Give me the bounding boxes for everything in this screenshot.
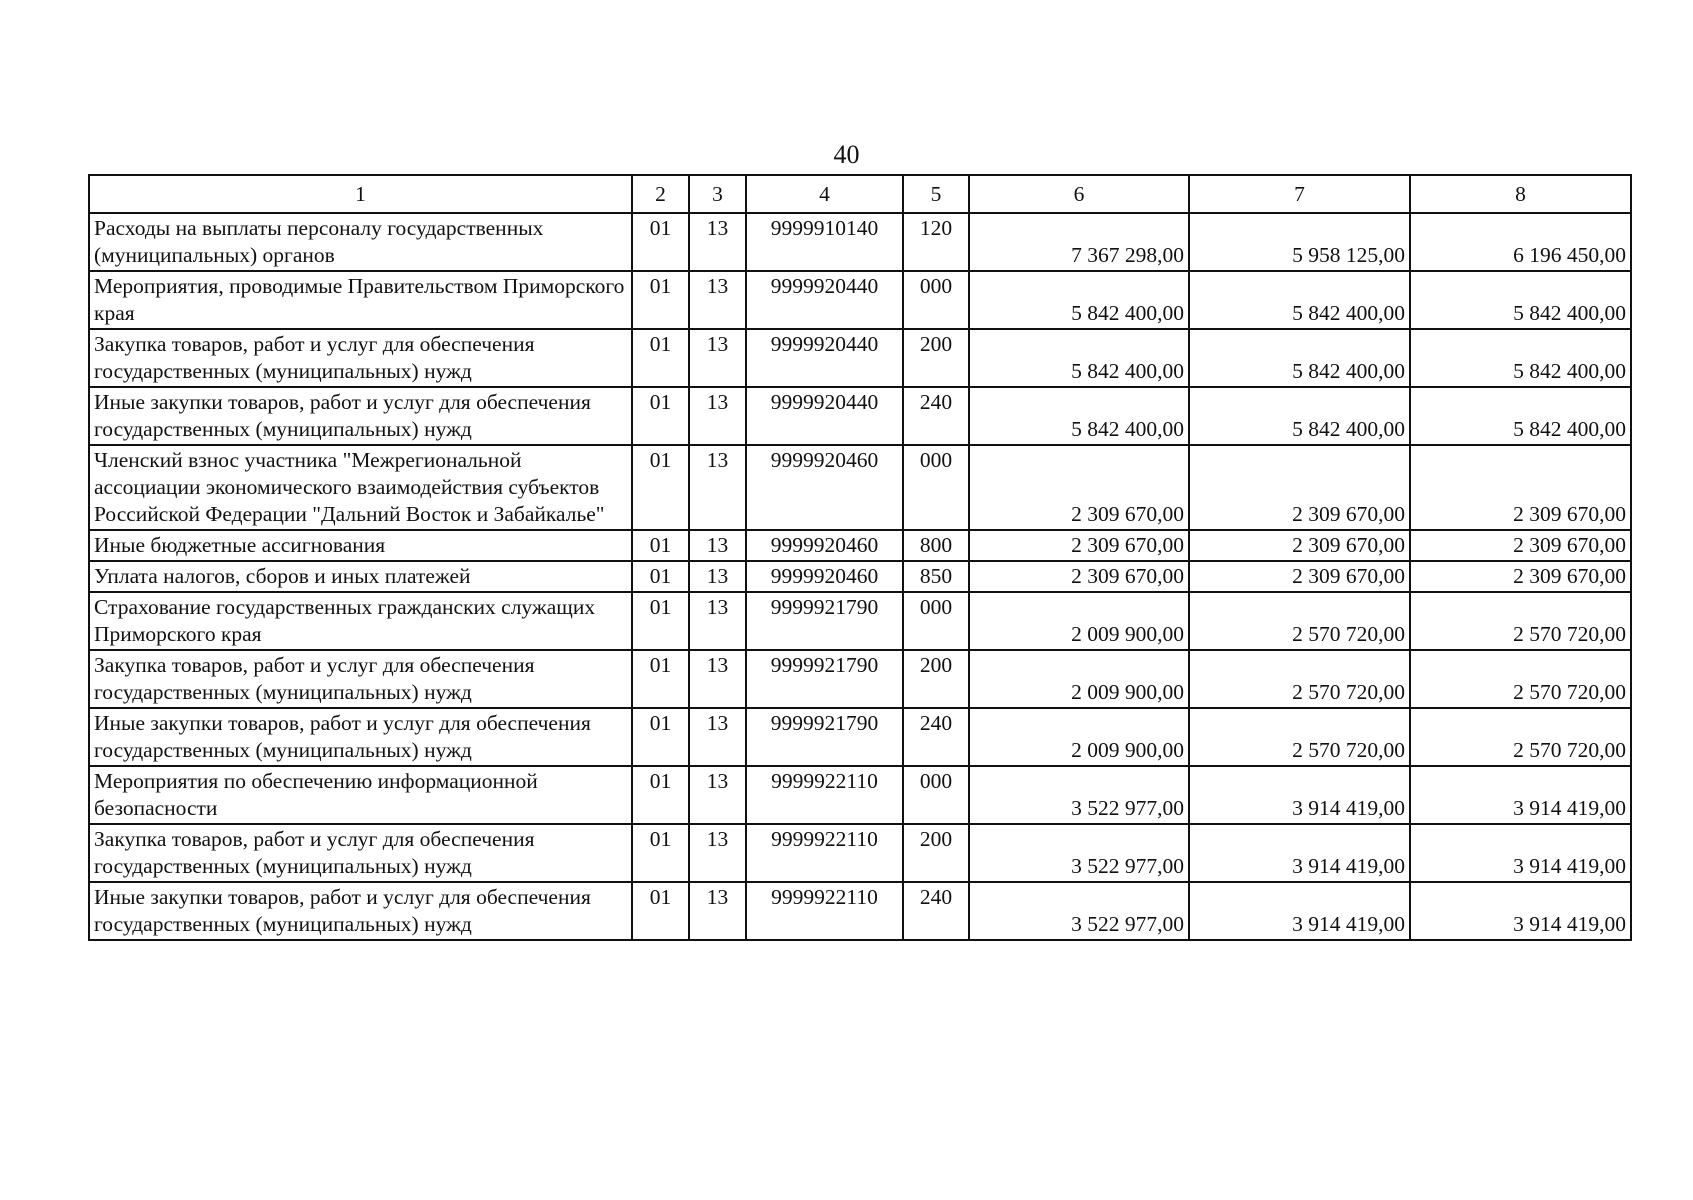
target-article-cell: 9999920440	[746, 387, 903, 445]
expense-name-cell: Иные бюджетные ассигнования	[89, 530, 632, 561]
header-cell-6: 6	[969, 175, 1189, 213]
amount-col7-cell: 3 914 419,00	[1189, 882, 1410, 940]
amount-col8-cell: 5 842 400,00	[1410, 271, 1631, 329]
amount-col7-cell: 2 570 720,00	[1189, 708, 1410, 766]
amount-col8-cell: 2 309 670,00	[1410, 445, 1631, 530]
amount-col8-cell: 2 570 720,00	[1410, 708, 1631, 766]
amount-col6-cell: 2 009 900,00	[969, 708, 1189, 766]
amount-col7-cell: 5 842 400,00	[1189, 387, 1410, 445]
table-row	[89, 329, 1631, 387]
target-article-cell: 9999920440	[746, 271, 903, 329]
expense-type-cell: 000	[903, 271, 969, 329]
amount-col7-cell: 2 570 720,00	[1189, 592, 1410, 650]
expense-name-cell: Закупка товаров, работ и услуг для обеспечения государственных (муниципальных) нужд	[89, 329, 632, 387]
table-header-row	[89, 175, 1631, 213]
amount-col6-cell: 2 009 900,00	[969, 592, 1189, 650]
amount-col6-cell: 3 522 977,00	[969, 882, 1189, 940]
target-article-cell: 9999920460	[746, 445, 903, 530]
amount-col7-cell: 5 842 400,00	[1189, 329, 1410, 387]
expense-name-cell: Мероприятия, проводимые Правительством Приморского края	[89, 271, 632, 329]
header-cell-4: 4	[746, 175, 903, 213]
subsection-code-cell: 13	[689, 824, 746, 882]
header-cell-3: 3	[689, 175, 746, 213]
expense-name-cell: Иные закупки товаров, работ и услуг для обеспечения государственных (муниципальных) нужд	[89, 882, 632, 940]
expense-name-cell: Иные закупки товаров, работ и услуг для обеспечения государственных (муниципальных) нужд	[89, 708, 632, 766]
section-code-cell: 01	[632, 271, 689, 329]
amount-col7-cell: 3 914 419,00	[1189, 766, 1410, 824]
header-cell-5: 5	[903, 175, 969, 213]
header-cell-1: 1	[89, 175, 632, 213]
target-article-cell: 9999921790	[746, 592, 903, 650]
subsection-code-cell: 13	[689, 561, 746, 592]
section-code-cell: 01	[632, 530, 689, 561]
header-cell-8: 8	[1410, 175, 1631, 213]
target-article-cell: 9999921790	[746, 650, 903, 708]
subsection-code-cell: 13	[689, 387, 746, 445]
section-code-cell: 01	[632, 766, 689, 824]
table-row	[89, 213, 1631, 271]
target-article-cell: 9999910140	[746, 213, 903, 271]
table-row	[89, 882, 1631, 940]
expense-type-cell: 000	[903, 766, 969, 824]
target-article-cell: 9999922110	[746, 824, 903, 882]
amount-col6-cell: 3 522 977,00	[969, 766, 1189, 824]
section-code-cell: 01	[632, 592, 689, 650]
amount-col8-cell: 3 914 419,00	[1410, 766, 1631, 824]
amount-col8-cell: 5 842 400,00	[1410, 387, 1631, 445]
section-code-cell: 01	[632, 561, 689, 592]
expense-type-cell: 200	[903, 824, 969, 882]
amount-col8-cell: 2 309 670,00	[1410, 561, 1631, 592]
section-code-cell: 01	[632, 387, 689, 445]
table-row	[89, 592, 1631, 650]
expense-name-cell: Закупка товаров, работ и услуг для обеспечения государственных (муниципальных) нужд	[89, 824, 632, 882]
expense-name-cell: Иные закупки товаров, работ и услуг для обеспечения государственных (муниципальных) нужд	[89, 387, 632, 445]
amount-col6-cell: 5 842 400,00	[969, 387, 1189, 445]
expense-name-cell: Расходы на выплаты персоналу государственных (муниципальных) органов	[89, 213, 632, 271]
amount-col6-cell: 2 009 900,00	[969, 650, 1189, 708]
table-row	[89, 824, 1631, 882]
amount-col8-cell: 2 570 720,00	[1410, 592, 1631, 650]
section-code-cell: 01	[632, 329, 689, 387]
table-row	[89, 650, 1631, 708]
target-article-cell: 9999920440	[746, 329, 903, 387]
expense-name-cell: Мероприятия по обеспечению информационной безопасности	[89, 766, 632, 824]
table-row	[89, 387, 1631, 445]
subsection-code-cell: 13	[689, 592, 746, 650]
target-article-cell: 9999922110	[746, 766, 903, 824]
expense-type-cell: 200	[903, 650, 969, 708]
target-article-cell: 9999921790	[746, 708, 903, 766]
page-number: 40	[833, 140, 860, 169]
section-code-cell: 01	[632, 824, 689, 882]
budget-table	[88, 174, 1632, 941]
expense-type-cell: 200	[903, 329, 969, 387]
amount-col6-cell: 2 309 670,00	[969, 561, 1189, 592]
expense-name-cell: Страхование государственных гражданских служащих Приморского края	[89, 592, 632, 650]
amount-col7-cell: 5 842 400,00	[1189, 271, 1410, 329]
amount-col8-cell: 2 309 670,00	[1410, 530, 1631, 561]
section-code-cell: 01	[632, 708, 689, 766]
amount-col7-cell: 5 958 125,00	[1189, 213, 1410, 271]
subsection-code-cell: 13	[689, 271, 746, 329]
amount-col8-cell: 3 914 419,00	[1410, 824, 1631, 882]
header-cell-2: 2	[632, 175, 689, 213]
amount-col7-cell: 2 309 670,00	[1189, 445, 1410, 530]
amount-col6-cell: 3 522 977,00	[969, 824, 1189, 882]
expense-name-cell: Членский взнос участника "Межрегиональной ассоциации экономического взаимодействия субъектов Российской Федерации "Дальний Восток и Забайкалье"	[89, 445, 632, 530]
amount-col8-cell: 6 196 450,00	[1410, 213, 1631, 271]
expense-type-cell: 850	[903, 561, 969, 592]
amount-col8-cell: 3 914 419,00	[1410, 882, 1631, 940]
target-article-cell: 9999920460	[746, 561, 903, 592]
amount-col7-cell: 3 914 419,00	[1189, 824, 1410, 882]
expense-type-cell: 240	[903, 387, 969, 445]
table-row	[89, 445, 1631, 530]
expense-type-cell: 120	[903, 213, 969, 271]
table-row	[89, 766, 1631, 824]
table-row	[89, 708, 1631, 766]
subsection-code-cell: 13	[689, 329, 746, 387]
section-code-cell: 01	[632, 445, 689, 530]
expense-type-cell: 240	[903, 882, 969, 940]
expense-type-cell: 800	[903, 530, 969, 561]
expense-type-cell: 000	[903, 592, 969, 650]
table-row	[89, 530, 1631, 561]
expense-name-cell: Уплата налогов, сборов и иных платежей	[89, 561, 632, 592]
subsection-code-cell: 13	[689, 708, 746, 766]
amount-col6-cell: 2 309 670,00	[969, 445, 1189, 530]
subsection-code-cell: 13	[689, 882, 746, 940]
section-code-cell: 01	[632, 650, 689, 708]
table-row	[89, 271, 1631, 329]
amount-col8-cell: 2 570 720,00	[1410, 650, 1631, 708]
expense-name-cell: Закупка товаров, работ и услуг для обеспечения государственных (муниципальных) нужд	[89, 650, 632, 708]
target-article-cell: 9999922110	[746, 882, 903, 940]
subsection-code-cell: 13	[689, 766, 746, 824]
expense-type-cell: 000	[903, 445, 969, 530]
table-body	[89, 175, 1631, 940]
amount-col7-cell: 2 309 670,00	[1189, 530, 1410, 561]
subsection-code-cell: 13	[689, 213, 746, 271]
subsection-code-cell: 13	[689, 445, 746, 530]
amount-col7-cell: 2 309 670,00	[1189, 561, 1410, 592]
subsection-code-cell: 13	[689, 650, 746, 708]
expense-type-cell: 240	[903, 708, 969, 766]
header-cell-7: 7	[1189, 175, 1410, 213]
amount-col6-cell: 5 842 400,00	[969, 271, 1189, 329]
section-code-cell: 01	[632, 882, 689, 940]
subsection-code-cell: 13	[689, 530, 746, 561]
amount-col8-cell: 5 842 400,00	[1410, 329, 1631, 387]
target-article-cell: 9999920460	[746, 530, 903, 561]
section-code-cell: 01	[632, 213, 689, 271]
table-row	[89, 561, 1631, 592]
amount-col6-cell: 2 309 670,00	[969, 530, 1189, 561]
amount-col6-cell: 5 842 400,00	[969, 329, 1189, 387]
amount-col7-cell: 2 570 720,00	[1189, 650, 1410, 708]
amount-col6-cell: 7 367 298,00	[969, 213, 1189, 271]
